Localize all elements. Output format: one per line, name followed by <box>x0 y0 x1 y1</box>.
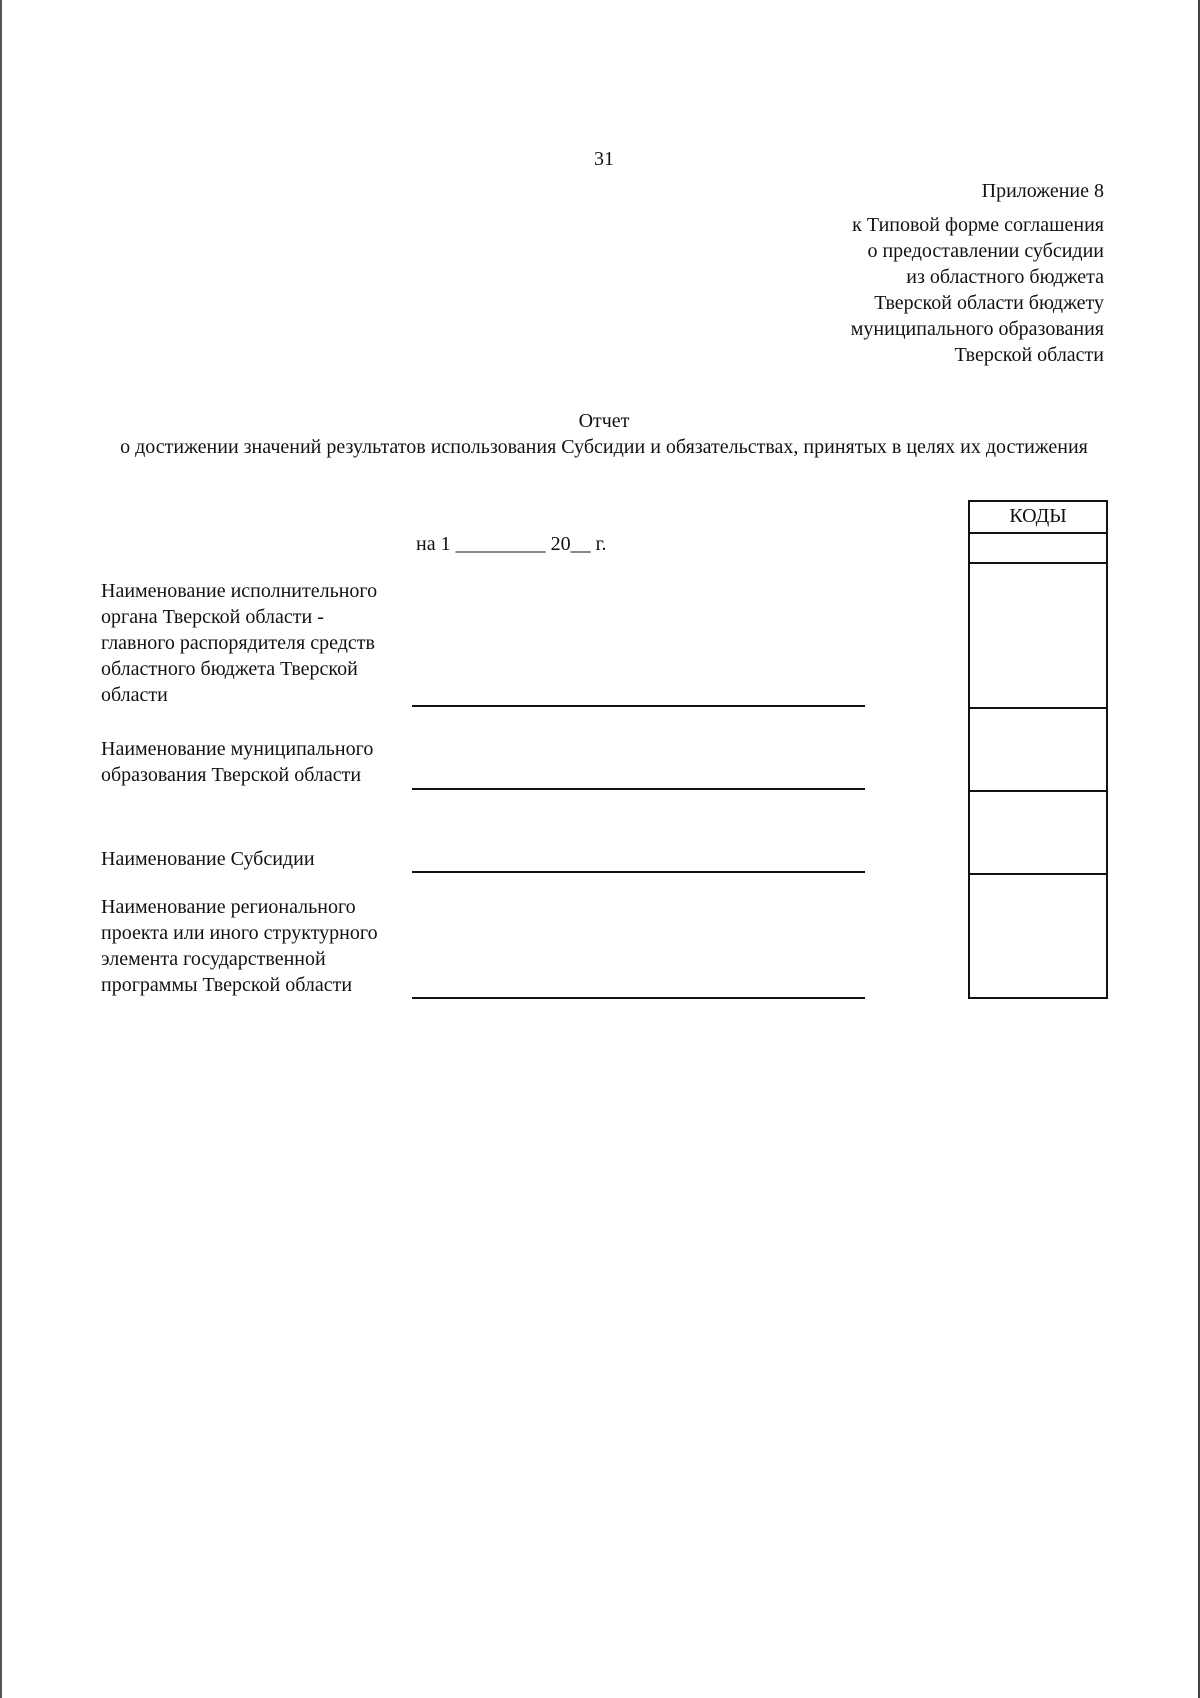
codes-header: КОДЫ <box>1009 505 1067 527</box>
report-subtitle: о достижении значений результатов использования Субсидии и обязательствах, принятых в целях их достижения <box>120 436 1088 458</box>
appendix-line: Тверской области <box>954 344 1104 366</box>
page-number: 31 <box>594 148 614 170</box>
fill-line-municipality[interactable] <box>412 788 865 790</box>
code-cell-regional-project[interactable] <box>970 873 1106 997</box>
appendix-line: о предоставлении субсидии <box>867 240 1104 262</box>
code-cell-date[interactable] <box>970 532 1106 562</box>
code-cell-subsidy[interactable] <box>970 790 1106 873</box>
appendix-line: Тверской области бюджету <box>874 292 1104 314</box>
appendix-line: к Типовой форме соглашения <box>852 214 1104 236</box>
fill-line-executive-body[interactable] <box>412 705 865 707</box>
page-left-edge <box>0 0 2 1698</box>
fill-line-regional-project[interactable] <box>412 997 865 999</box>
report-date-line: на 1 _________ 20__ г. <box>416 533 607 555</box>
field-label-executive-body: Наименование исполнительного органа Тверской области - главного распорядителя средств областного бюджета Тверской области <box>101 580 378 706</box>
code-cell-municipality[interactable] <box>970 707 1106 790</box>
field-label-municipality: Наименование муниципального образования Тверской области <box>101 738 374 786</box>
fill-line-subsidy[interactable] <box>412 871 865 873</box>
appendix-line: муниципального образования <box>850 318 1104 340</box>
appendix-line: из областного бюджета <box>906 266 1104 288</box>
appendix-header <box>851 178 1104 368</box>
appendix-title: Приложение 8 <box>981 180 1104 202</box>
field-label-subsidy: Наименование Субсидии <box>101 848 315 870</box>
report-title: Отчет <box>578 410 630 432</box>
report-heading <box>0 408 1200 460</box>
codes-table <box>968 500 1108 999</box>
code-cell-executive-body[interactable] <box>970 562 1106 707</box>
field-label-regional-project: Наименование регионального проекта или иного структурного элемента государственной программы Тверской области <box>101 896 378 996</box>
